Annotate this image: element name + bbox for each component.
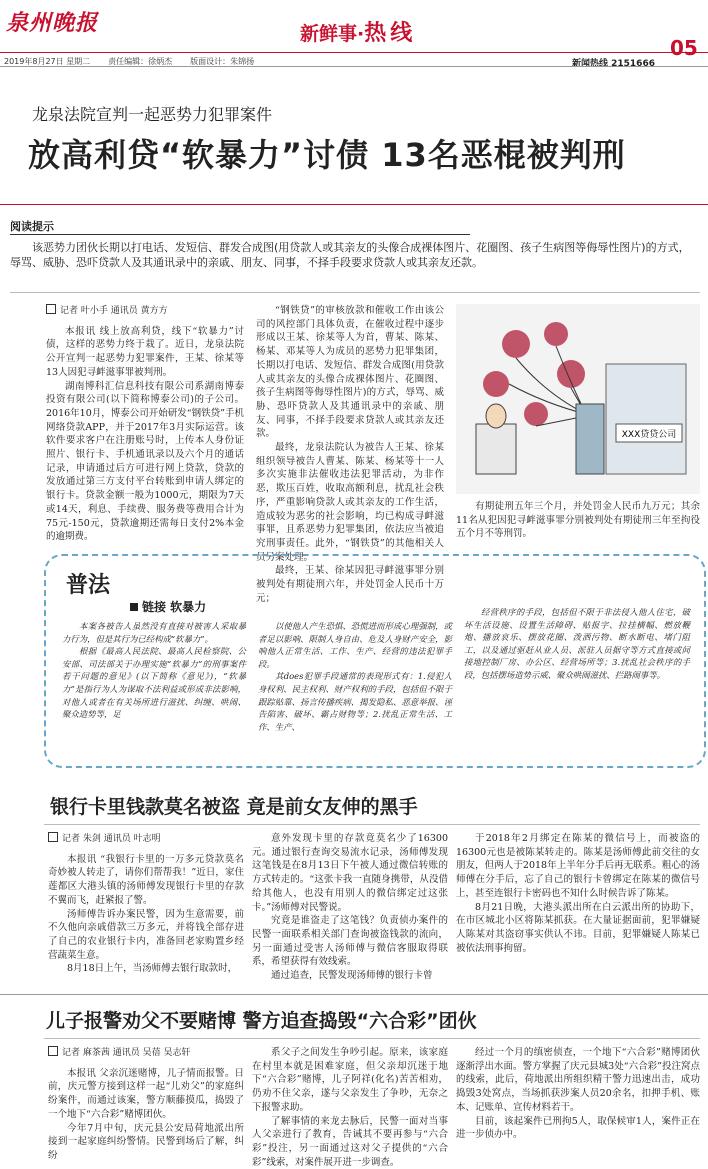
story2-byline-text: 记者 朱剑 通讯员 叶志明 <box>62 834 161 844</box>
section-title-a: 新鲜事· <box>300 23 365 45</box>
editor-credit: 责任编辑：徐炳杰 <box>108 57 173 66</box>
newspaper-logo: 泉州晚报 <box>6 10 99 36</box>
story2-paragraph: 通过追查，民警发现汤师傅的银行卡曾 <box>271 970 433 982</box>
story1-paragraph: “钢铁贷”的审核放款和催收工作由该公司的风控部门具体负责，在催收过程中逐步形成以王某、徐某等人为首，曹某、陈某、杨某、邓某等人为成员的恶势力犯罪集团，长期以打电话、发短信、群发合成图(用贷款人或其亲友的头像合成裸体图片、花圈图、孩子生病图等侮辱性图片)的方式，辱骂、威胁、恐吓贷款人及其通讯录中的亲戚、朋友、同事，不择手段要求贷款人或其亲友还款。 <box>256 305 444 440</box>
sidebar-column-1 <box>62 620 246 721</box>
sidebar-paragraph: 根据《最高人民法院、最高人民检察院、公安部、司法部关于办理实施“软暴力”的刑事案件若干问题的意见》(以下简称《意见》)，“软暴力”是指行为人为谋取不法利益或形成非法影响，对他人或者在有关场所进行滋扰、纠缠、哄闹、聚众造势等，足 <box>62 646 246 720</box>
story3-paragraph: 系父子之间发生争吵引起。原来，该家庭在村里本就是困难家庭，但父亲却沉迷于地下“六合彩”赌博，儿子阿祥(化名)苦苦相劝，仍劝不住父亲，遂与父亲发生了争吵，无奈之下报警求助。 <box>252 1047 448 1113</box>
story3-byline-text: 记者 麻茶茜 通讯员 吴蓓 吴志轩 <box>62 1048 191 1058</box>
sidebar-column-2 <box>258 620 452 733</box>
story3-column-1 <box>48 1046 244 1163</box>
byline-box-icon <box>48 832 58 842</box>
guide-divider <box>10 292 700 293</box>
story2-paragraph: 本报讯 “我银行卡里的一万多元贷款莫名奇妙被人转走了，请你们帮帮我！”近日，家住莲都区大港头镇的汤师傅发现银行卡里的存款不翼而飞，赶紧报了警。 <box>48 853 244 906</box>
section-divider <box>0 994 708 995</box>
top-divider <box>0 66 708 67</box>
story2-paragraph: 意外发现卡里的存款竟莫名少了16300元。通过银行查询交易流水记录，汤师傅发现这笔钱是在8月13日下午被人通过微信转账的方式转走的。“这张卡我一直随身携带，从没借给其他人，也没有用别人的微信绑定过这张卡。”汤师傅对民警说。 <box>252 833 448 913</box>
sidebar-paragraph: 经营秩序的手段，包括但不限于非法侵入他人住宅，破坏生活设施、设置生活障碍、贴报字、拉挂横幅、燃放鞭炮、播放哀乐、摆放花圈、泼洒污物、断水断电、堵门阻工，以及通过驱赶从业人员、派驻人员据守等方式直接或间接地控制厂房、办公区、经营场所等；3.扰乱社会秩序的手段，包括摆场造势示威、聚众哄闹滋扰、拦路闹事等。 <box>464 607 690 680</box>
story3-paragraph: 目前，该起案件已刑拘5人，取保候审1人，案件正在进一步侦办中。 <box>456 1115 700 1141</box>
issue-date: 2019年8月27日 星期二 <box>4 57 91 66</box>
sidebar-paragraph: 以使他人产生恐惧、恐慌进而形成心理强制，或者足以影响、限制人身自由、危及人身财产安全，影响他人正常生活、工作、生产、经营的违法犯罪手段。 <box>258 621 452 669</box>
story2-paragraph: 8月18日上午，当汤师傅去银行取款时， <box>67 963 238 975</box>
story1-paragraph: 湖南博科汇信息科技有限公司系湖南博泰投资有限公司(以下简称博泰公司)的子公司。2016年10月，博泰公司开始研发“钢铁贷”手机网络贷款APP，并于2017年3月实际运营。该软件要求客户在注册账号时，上传本人身份证照片、银行卡、手机通讯录以及六个月的通话记录，申请通过后方可进行网上贷款，贷款的发放通过第三方支付平台转账到申请人绑定的银行卡。贷款金额一般为1000元，期限为7天或14天，利息、手续费、服务费等费用合计为75元-150元，贷款逾期还需每日支付2%本金的逾期费。 <box>46 380 244 543</box>
story2-column-3 <box>456 832 700 955</box>
sidebar-badge: 普法 <box>66 572 111 598</box>
masthead <box>0 0 708 60</box>
story1-headline: 放高利贷“软暴力”讨债 13名恶棍被判刑 <box>28 136 626 174</box>
story3-byline <box>48 1046 244 1061</box>
story2-byline <box>48 832 244 847</box>
section-title <box>300 16 416 47</box>
sidebar-column-3 <box>464 606 690 682</box>
sidebar-paragraph: 本案各被告人虽然没有直接对被害人采取暴力行为，但是其行为已经构成“软暴力”。 <box>62 621 246 644</box>
reading-guide-text: 该恶势力团伙长期以打电话、发短信、群发合成图(用贷款人或其亲友的头像合成裸体图片、花圈图、孩子生病图等侮辱性图片)的方式，辱骂、威胁、恐吓贷款人及其通讯录中的亲戚、朋友、同事，不择手段要求贷款人或其亲友还款。 <box>10 241 690 269</box>
reading-guide-rule <box>10 234 470 235</box>
sidebar-paragraph: 其does犯罪手段通常的表现形式有：1.侵犯人身权利、民主权利、财产权利的手段，包括但不限于跟踪贴靠、扬言传播疾病、揭发隐私、恶意举报、诬告陷害、破坏、霸占财物等；2.扰乱正常生活、工作、生产、 <box>258 671 452 732</box>
story3-divider <box>44 1038 700 1039</box>
story2-column-2 <box>252 832 448 983</box>
story1-kicker: 龙泉法院宣判一起恶势力犯罪案件 <box>32 105 273 124</box>
section-title-b: 热线 <box>364 21 417 46</box>
loan-cartoon-illustration <box>456 304 700 494</box>
story1-byline-text: 记者 叶小手 通讯员 黄方方 <box>60 306 168 316</box>
story3-paragraph: 今年7月中旬，庆元县公安局荷地派出所接到一起家庭纠纷警情。民警到场后了解，纠纷 <box>48 1122 244 1161</box>
story1-column-3 <box>456 500 700 541</box>
page-number: 05 <box>670 36 698 60</box>
story2-headline: 银行卡里钱款莫名被盗 竟是前女友伸的黑手 <box>50 796 418 818</box>
story1-paragraph: 最终，龙泉法院认为被告人王某、徐某组织领导被告人曹某、陈某、杨某等十一人多次实施非法催收违法犯罪活动，为非作恶，欺压百姓，收取高额利息，扰乱社会秩序，严重影响贷款人或其亲友的工作生活，造成较为恶劣的社会影响，均已构成寻衅滋事罪，且系恶势力犯罪集团，依法应当被追究刑事责任。此外，“钢铁贷”的其他相关人员另案处理。 <box>256 442 444 563</box>
story1-paragraph: 本报讯 线上放高利贷，线下“软暴力”讨债，这样的恶势力终于栽了。近日，龙泉法院公开宣判一起恶势力犯罪案件，王某、徐某等13人因犯寻衅滋事罪被判刑。 <box>46 325 244 378</box>
sidebar-link-label <box>130 598 206 615</box>
story3-headline: 儿子报警劝父不要赌博 警方追查捣毁“六合彩”团伙 <box>46 1010 477 1032</box>
story1-byline <box>46 304 244 319</box>
link-square-icon <box>130 603 138 611</box>
story2-divider <box>44 824 700 825</box>
story1-paragraph: 有期徒刑五年三个月，并处罚金人民币九万元；其余11名从犯因犯寻衅滋事罪分别被判处有期徒刑三年至拘役五个月不等刑罚。 <box>456 501 700 540</box>
sidebar-link-text: 链接 软暴力 <box>142 600 207 614</box>
story2-column-1 <box>48 832 244 976</box>
story1-paragraph: 最终，王某、徐某因犯寻衅滋事罪分别被判处有期徒刑六年，并处罚金人民币十万元； <box>256 565 444 604</box>
story2-paragraph: 究竟是谁盗走了这笔钱？负责侦办案件的民警一面联系相关部门查询被盗钱款的流向，另一面通过受害人汤师傅与微信客服取得联系，希望获得有效线索。 <box>252 915 448 968</box>
news-hotline: 新闻热线 2151666 <box>572 59 655 69</box>
byline-box-icon <box>46 304 56 314</box>
story1-column-1 <box>46 304 244 544</box>
reading-guide-title: 阅读提示 <box>10 220 54 233</box>
story3-column-2 <box>252 1046 448 1169</box>
byline-box-icon <box>48 1046 58 1056</box>
story3-paragraph: 经过一个月的缜密侦查，一个地下“六合彩”赌博团伙逐渐浮出水面。警方掌握了庆元县城3处“六合彩”投注窝点的线索，此后，荷地派出所组织精干警力迅速出击，成功捣毁3处窝点，当场抓获涉案人员20余名，扣押手机、账本、记账单、宣传材料若干。 <box>456 1047 700 1113</box>
story3-column-3 <box>456 1046 700 1142</box>
story3-paragraph: 了解事情的来龙去脉后，民警一面对当事人父亲进行了教育，告诫其不要再参与“六合彩”投注，另一面通过这对父子提供的“六合彩”线索，对案件展开进一步调查。 <box>252 1115 448 1168</box>
story2-paragraph: 8月21日晚，大港头派出所在白云派出所的协助下，在市区城北小区将陈某抓获。在大量证据面前，犯罪嫌疑人陈某对其盗窃事实供认不讳。目前，犯罪嫌疑人陈某已被依法刑事拘留。 <box>456 901 700 954</box>
story3-paragraph: 本报讯 父亲沉迷赌博，儿子情而报警。日前，庆元警方接到这样一起“儿劝父”的家庭纠纷案件，而通过该案，警方顺藤摸瓜，捣毁了一个地下“六合彩”赌博团伙。 <box>48 1067 244 1120</box>
designer-credit: 版面设计：朱锦扬 <box>190 57 255 66</box>
headline-divider <box>0 204 708 205</box>
story2-paragraph: 于2018年2月绑定在陈某的微信号上，而被盗的16300元也是被陈某转走的。陈某是汤师傅此前交往的女朋友，但两人于2018年上半年分手后再无联系。粗心的汤师傅在分手后，忘了自己的银行卡曾绑定在陈某的微信号上，甚至连银行卡密码也不知什么时候告诉了陈某。 <box>456 833 700 899</box>
story2-paragraph: 汤师傅告诉办案民警，因为生意需要，前不久他向亲戚借款三万多元，并将钱全部存进了自己的农业银行卡内，准备回老家购置乡经营蔬菜生意。 <box>48 908 244 961</box>
cartoon-company-label: XXX贷贷公司 <box>621 430 677 440</box>
